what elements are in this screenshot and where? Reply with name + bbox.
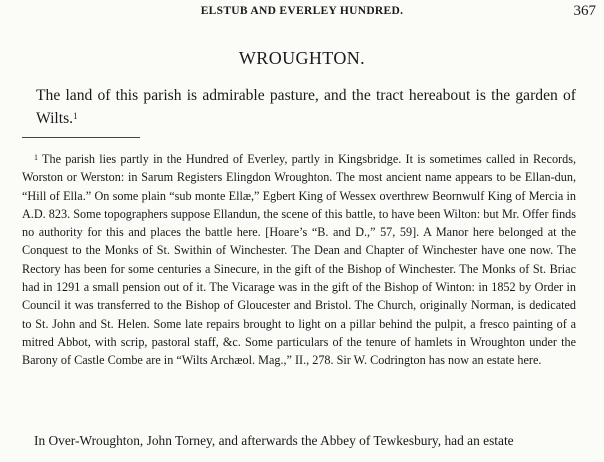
footnote	[22, 150, 576, 370]
footnote-text: The parish lies partly in the Hundred of Everley, partly in Kingsbridge. It is sometimes called in Records, Worston or Werston: in Sarum Registers Elingdon Wroughton. The most ancient name appears to be Ellan-dun, “Hill of Ella.” On some plain “sub monte Ellæ,” Egbert King of Wessex overthrew Beornwulf King of Mercia in A.D. 823. Some topographers suppose Ellandun, the scene of this battle, to have been Wilton: but Mr. Offer finds no authority for this and places the battle here. [Hoare’s “B. and D.,” 57, 59]. A Manor here belonged at the Conquest to the Monks of St. Swithin of Winchester. The Dean and Chapter of Winchester have one now. The Rectory has been for some centuries a Sinecure, in the gift of the Bishop of Winchester. The Monks of St. Briac had in 1291 a small pension out of it. The Vicarage was in the gift of the Bishop of Winton: in 1852 by Order in Council it was transferred to the Bishop of Gloucester and Bristol. The Church, originally Norman, is dedicated to St. John and St. Helen. Some late repairs brought to light on a pillar behind the pulpit, a fresco painting of a mitred Abbot, with scrip, pastoral staff, &c. Some particulars of the tenure of hamlets in Wroughton under the Barony of Castle Combe are in “Wilts Archæol. Mag.,” II., 278. Sir W. Codrington has now an estate here.	[22, 152, 577, 368]
running-head	[0, 5, 604, 25]
continuation-paragraph: In Over-Wroughton, John Torney, and afterwards the Abbey of Tewkesbury, had an estate	[34, 433, 514, 448]
main-paragraph-text: The land of this parish is admirable pasture, and the tract hereabout is the garden of Wilts.	[36, 87, 576, 127]
footnote-marker: 1	[34, 153, 38, 162]
running-title: ELSTUB AND EVERLEY HUNDRED.	[200, 5, 404, 17]
page-number: 367	[573, 3, 596, 19]
footnote-rule	[22, 137, 140, 138]
main-paragraph	[36, 84, 576, 130]
footnote-reference[interactable]: 1	[73, 111, 78, 121]
section-title: WROUGHTON.	[238, 48, 366, 68]
